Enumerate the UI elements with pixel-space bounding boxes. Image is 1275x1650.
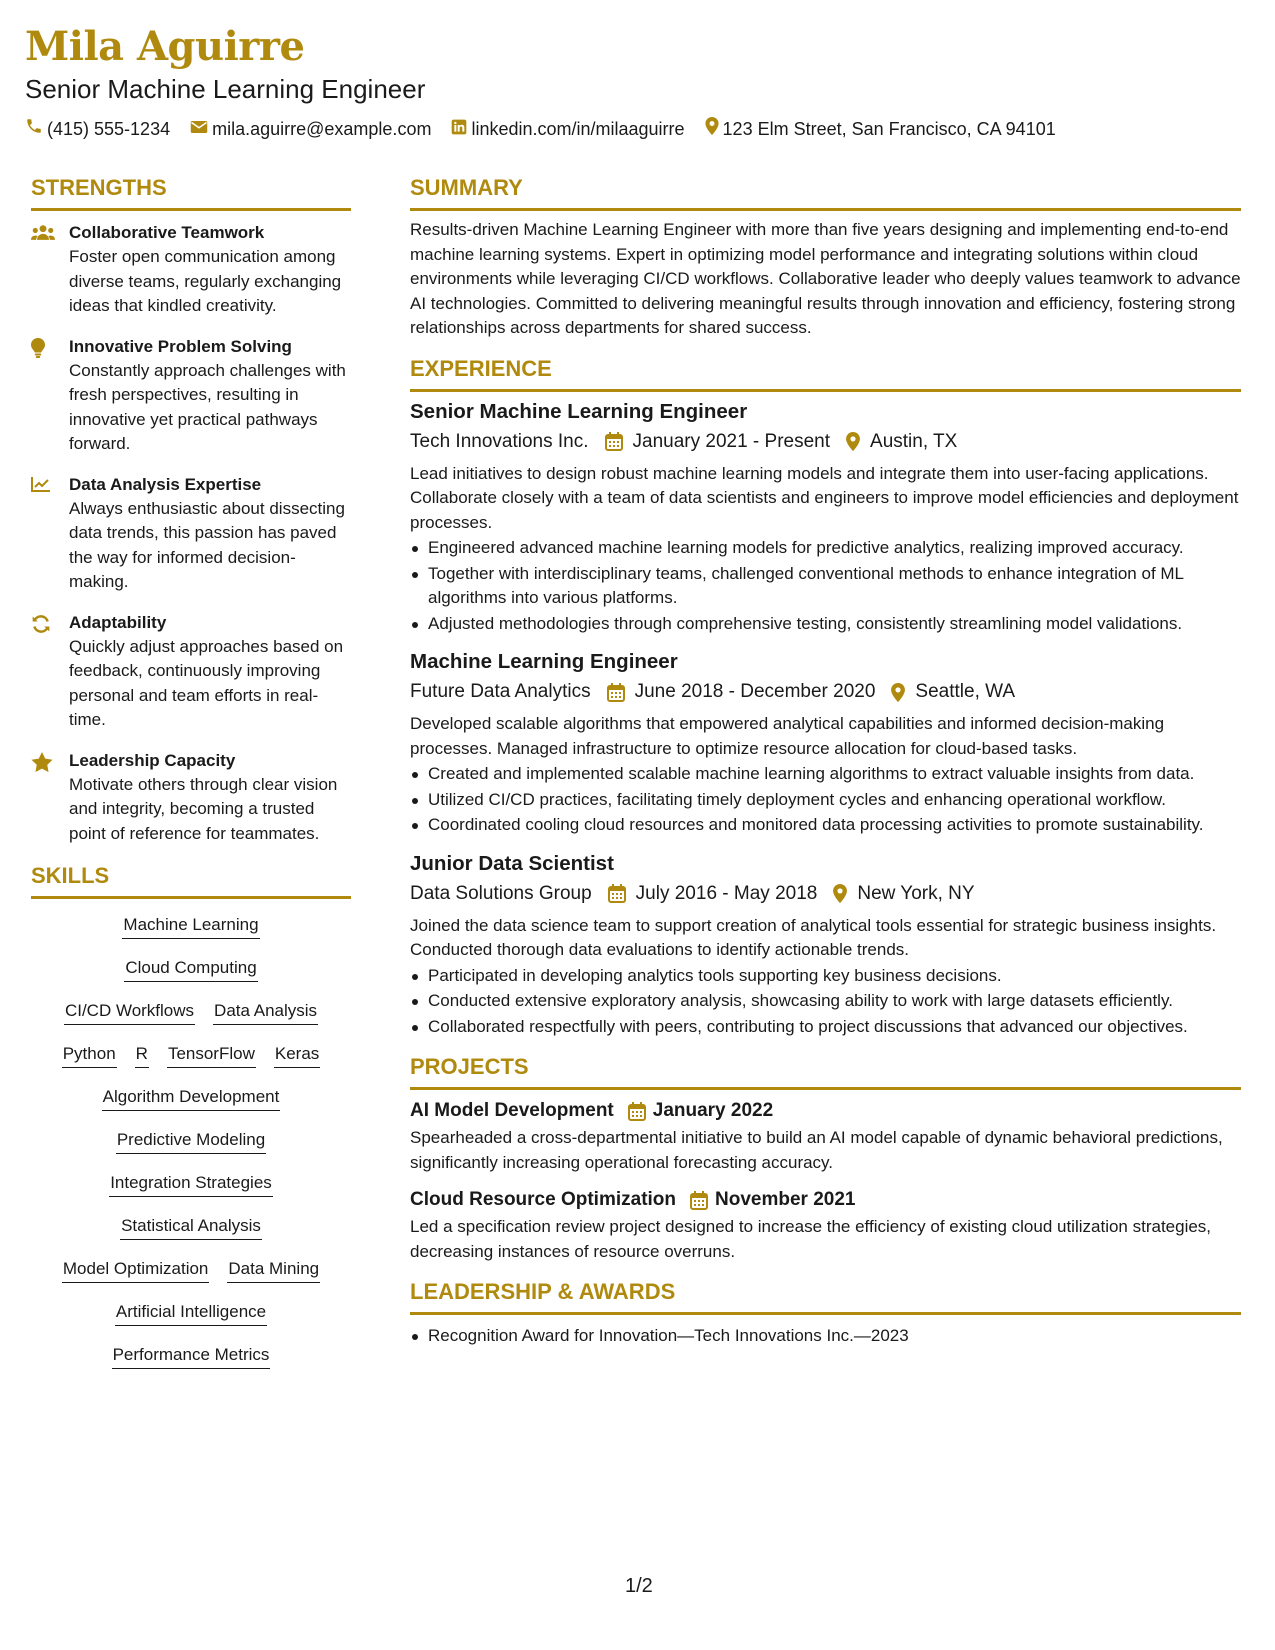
job-description: Joined the data science team to support creation of analytical tools essential for strategic business insights. Conducted thorough data evaluations to identify actionable trends. (410, 915, 1217, 959)
projects-heading: PROJECTS (410, 1053, 1241, 1090)
strength-item (31, 473, 351, 595)
candidate-role: Senior Machine Learning Engineer (25, 74, 426, 104)
strength-title: Leadership Capacity (69, 750, 236, 770)
awards-list (410, 1324, 1241, 1349)
bullet-item: Participated in developing analytics tools supporting key business decisions. (410, 964, 1241, 989)
strength-item (31, 221, 351, 319)
strengths-list (31, 221, 351, 846)
skill-row (31, 1300, 351, 1326)
strength-desc: Motivate others through clear vision and integrity, becoming a trusted point of reference for teammates. (69, 774, 338, 843)
skill-tag: TensorFlow (167, 1042, 256, 1068)
job-meta (410, 429, 1241, 455)
bullet-item: Adjusted methodologies through comprehensive testing, consistently streamlining model validations. (410, 612, 1241, 637)
job-description: Developed scalable algorithms that empowered analytical capabilities and informed decision-making processes. Managed infrastructure to optimize resource allocation for cloud-based tasks. (410, 714, 1165, 758)
skill-tag: Statistical Analysis (120, 1214, 262, 1240)
job-location-wrap (833, 881, 974, 907)
skill-row (31, 956, 351, 982)
linkedin-icon (451, 118, 471, 140)
strength-desc: Always enthusiastic about dissecting data trends, this passion has paved the way for informed decision-making. (69, 498, 345, 591)
job-bullets (410, 762, 1241, 838)
skill-tag: Predictive Modeling (116, 1128, 266, 1154)
job-location: Austin, TX (870, 430, 958, 452)
experience-heading: EXPERIENCE (410, 355, 1241, 392)
address-text: 123 Elm Street, San Francisco, CA 94101 (722, 118, 1056, 139)
skill-tag: Performance Metrics (112, 1343, 271, 1369)
strength-title: Adaptability (69, 612, 167, 632)
email-text[interactable]: mila.aguirre@example.com (212, 118, 432, 139)
skill-tag: Data Analysis (213, 999, 318, 1025)
project-date: November 2021 (715, 1189, 856, 1210)
skill-tag: Cloud Computing (124, 956, 257, 982)
strength-title: Collaborative Teamwork (69, 223, 265, 242)
right-column (410, 174, 1241, 1350)
skill-tag: R (135, 1042, 149, 1068)
bullet-item: Collaborated respectfully with peers, contributing to project discussions that advanced our objectives. (410, 1015, 1241, 1040)
job-location-wrap (891, 679, 1015, 705)
skill-row (31, 1042, 351, 1068)
chart-line-icon (31, 473, 69, 595)
job-bullets (410, 964, 1241, 1040)
job-title: Senior Machine Learning Engineer (410, 399, 748, 423)
strength-item (31, 611, 351, 733)
contact-email[interactable] (190, 118, 431, 140)
bullet-item: Together with interdisciplinary teams, challenged conventional methods to enhance integration of ML algorithms into various platforms. (410, 562, 1241, 611)
job-dates-wrap (608, 881, 818, 907)
users-icon (31, 221, 69, 319)
job-dates: June 2018 - December 2020 (634, 681, 876, 702)
skill-row (31, 1128, 351, 1154)
skill-tag: Model Optimization (62, 1257, 210, 1283)
job-entry (410, 850, 1241, 1040)
skill-row (31, 1343, 351, 1369)
strength-desc: Constantly approach challenges with fresh perspectives, resulting in innovative yet practical pathways forward. (69, 360, 346, 453)
job-title: Machine Learning Engineer (410, 650, 678, 673)
skill-tag: Machine Learning (122, 913, 259, 939)
job-bullets (410, 536, 1241, 636)
calendar-icon (690, 1191, 708, 1210)
job-dates: January 2021 - Present (632, 430, 831, 452)
skills-list (31, 913, 351, 1369)
job-meta (410, 881, 1241, 907)
project-header (410, 1098, 1241, 1124)
job-entry (410, 398, 1241, 637)
job-location: Seattle, WA (915, 681, 1016, 702)
skill-row (31, 913, 351, 939)
skill-row (31, 1171, 351, 1197)
left-column (31, 174, 351, 1386)
project-header (410, 1187, 1241, 1213)
skill-row (31, 999, 351, 1025)
skill-tag: Artificial Intelligence (115, 1300, 267, 1326)
skill-row (31, 1257, 351, 1283)
phone-icon (25, 117, 47, 140)
job-company: Future Data Analytics (410, 681, 591, 702)
strength-title: Innovative Problem Solving (69, 336, 292, 356)
linkedin-text[interactable]: linkedin.com/in/milaaguirre (471, 118, 685, 139)
skill-tag: Data Mining (227, 1257, 320, 1283)
award-item: Recognition Award for Innovation—Tech Innovations Inc.—2023 (410, 1324, 1241, 1349)
strength-item (31, 749, 351, 847)
bullet-item: Utilized CI/CD practices, facilitating timely deployment cycles and enhancing operational workflow. (410, 788, 1241, 813)
strength-desc: Quickly adjust approaches based on feedback, continuously improving personal and team efforts in real-time. (69, 636, 344, 729)
skills-heading: SKILLS (31, 862, 351, 899)
skill-row (31, 1214, 351, 1240)
awards-heading: LEADERSHIP & AWARDS (410, 1278, 1241, 1315)
job-dates-wrap (605, 429, 831, 455)
bullet-item: Conducted extensive exploratory analysis, showcasing ability to work with large datasets efficiently. (410, 989, 1241, 1014)
job-location-wrap (846, 429, 957, 455)
phone-text: (415) 555-1234 (47, 118, 171, 139)
project-date: January 2022 (652, 1100, 774, 1121)
job-dates: July 2016 - May 2018 (635, 882, 818, 904)
page-number: 1/2 (625, 1575, 653, 1597)
job-company: Data Solutions Group (410, 882, 592, 904)
calendar-icon (628, 1102, 646, 1121)
project-description: Spearheaded a cross-departmental initiative to build an AI model capable of dynamic behavioral predictions, significantly increasing operational forecasting accuracy. (410, 1128, 1223, 1172)
skill-tag: Integration Strategies (109, 1171, 273, 1197)
skill-tag: CI/CD Workflows (64, 999, 195, 1025)
map-pin-icon (833, 884, 847, 903)
skill-tag: Algorithm Development (102, 1085, 281, 1111)
job-entry (410, 648, 1241, 838)
job-description: Lead initiatives to design robust machine learning models and integrate them into user-facing applications. Collaborate closely with a team of data scientists and engineers to improve model efficiencies and deployment processes. (410, 463, 1239, 532)
bullet-item: Engineered advanced machine learning models for predictive analytics, realizing improved accuracy. (410, 536, 1241, 561)
project-entry (410, 1098, 1241, 1175)
skill-tag: Keras (274, 1042, 320, 1068)
bullet-item: Created and implemented scalable machine learning algorithms to extract valuable insights from data. (410, 762, 1241, 787)
lightbulb-icon (31, 335, 69, 457)
summary-text: Results-driven Machine Learning Engineer with more than five years designing and implementing end-to-end machine learning systems. Expert in optimizing model performance and integrating solutions within cloud environments while leveraging CI/CD workflows. Collaborative leader who deeply values teamwork to advance AI technologies. Committed to delivering meaningful results through innovation and efficiency, fostering strong relationships across departments for shared success. (410, 220, 1241, 337)
project-title: Cloud Resource Optimization (410, 1189, 677, 1210)
skill-tag: Python (62, 1042, 117, 1068)
strength-desc: Foster open communication among diverse teams, regularly exchanging ideas that kindled creativity. (69, 247, 342, 315)
job-company: Tech Innovations Inc. (410, 430, 589, 452)
map-pin-icon (846, 432, 860, 451)
bullet-item: Coordinated cooling cloud resources and monitored data processing activities to promote sustainability. (410, 813, 1241, 838)
calendar-icon (608, 884, 626, 903)
contact-phone (25, 117, 170, 140)
contact-address (705, 117, 1056, 140)
skill-row (31, 1085, 351, 1111)
calendar-icon (605, 432, 623, 451)
envelope-icon (190, 118, 212, 140)
calendar-icon (607, 683, 625, 702)
refresh-icon (31, 611, 69, 733)
resume-header (25, 22, 1250, 140)
project-entry (410, 1187, 1241, 1264)
job-dates-wrap (607, 679, 876, 705)
strength-item (31, 335, 351, 457)
contact-bar (25, 117, 1250, 140)
map-pin-icon (891, 683, 905, 702)
summary-heading: SUMMARY (410, 174, 1241, 211)
star-icon (31, 749, 69, 847)
candidate-name: Mila Aguirre (25, 23, 305, 70)
project-title: AI Model Development (410, 1100, 614, 1121)
job-title: Junior Data Scientist (410, 851, 614, 875)
project-description: Led a specification review project designed to increase the efficiency of existing cloud utilization strategies, decreasing instances of resource overruns. (410, 1217, 1212, 1261)
strengths-heading: STRENGTHS (31, 174, 351, 211)
strength-title: Data Analysis Expertise (69, 474, 262, 494)
job-location: New York, NY (857, 882, 975, 904)
job-meta (410, 679, 1241, 705)
map-pin-icon (705, 117, 723, 140)
contact-linkedin[interactable] (451, 118, 684, 140)
